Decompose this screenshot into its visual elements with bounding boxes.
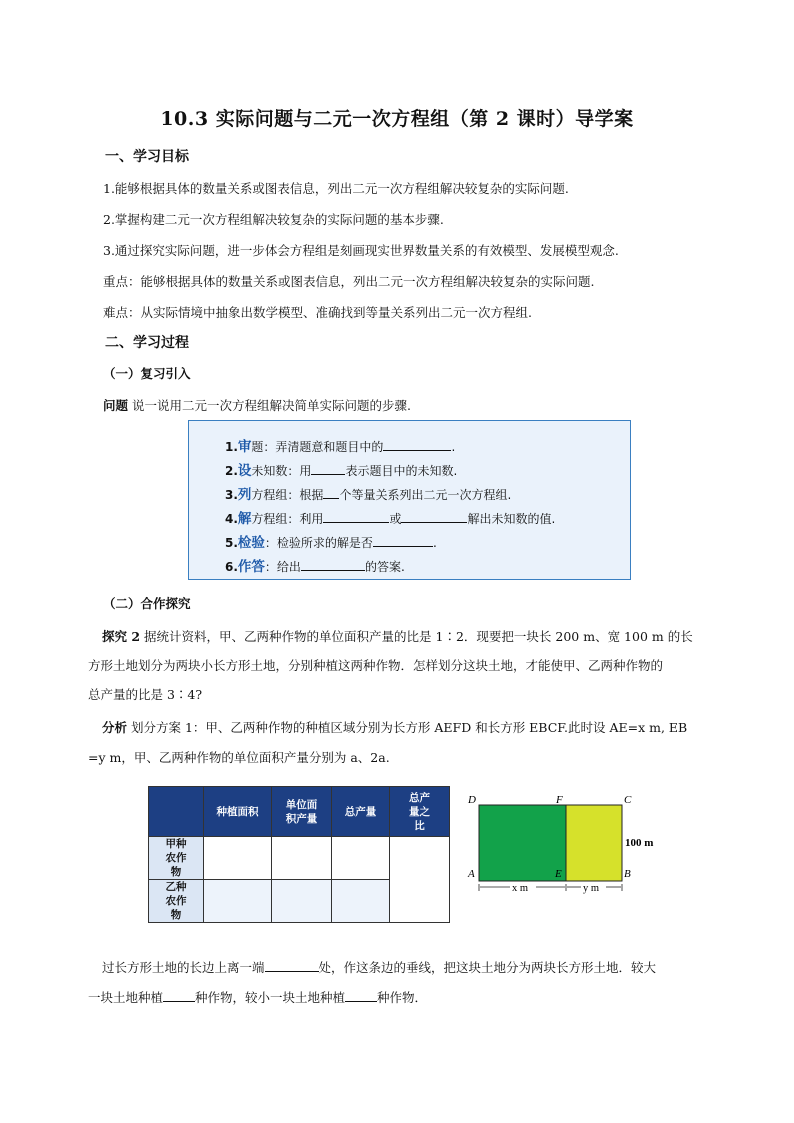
table-header-ratio: 总产量之比: [390, 787, 450, 837]
answer-blank[interactable]: [323, 486, 339, 499]
section-heading-goals: 一、学习目标: [105, 149, 189, 165]
vertex-label-a: A: [468, 868, 475, 880]
question-text: 说一说用二元一次方程组解决简单实际问题的步骤.: [128, 398, 411, 413]
review-step-2: 2.设未知数：用 表示题目中的未知数.: [225, 463, 458, 479]
land-division-diagram: [464, 790, 674, 900]
analysis-line-2: =y m，甲、乙两种作物的单位面积产量分别为 a、2a.: [88, 750, 390, 765]
answer-blank[interactable]: [163, 989, 195, 1002]
vertex-label-c: C: [624, 794, 632, 806]
table-header-total: 总产量: [332, 787, 390, 837]
table-cell[interactable]: [204, 880, 272, 923]
table-header-empty: [149, 787, 204, 837]
difficult-point: 难点：从实际情境中抽象出数学模型、准确找到等量关系列出二元一次方程组.: [103, 305, 532, 320]
fill-line-1: 过长方形土地的长边上离一端 处，作这条边的垂线，把这块土地分为两块长方形土地．较大: [102, 960, 657, 975]
question-label: 问题: [103, 398, 129, 413]
answer-blank[interactable]: [345, 989, 377, 1002]
table-cell-ratio[interactable]: [390, 837, 450, 923]
vertex-label-e: E: [555, 868, 562, 880]
x-length-label: x m: [512, 883, 529, 894]
table-cell[interactable]: [272, 837, 332, 880]
vertex-label-d: D: [468, 794, 476, 806]
vertex-label-b: B: [624, 868, 631, 880]
goal-1: 1.能够根据具体的数量关系或图表信息，列出二元一次方程组解决较复杂的实际问题.: [103, 181, 569, 196]
answer-blank[interactable]: [265, 959, 319, 972]
table-header-area: 种植面积: [204, 787, 272, 837]
explore-line-1: 探究 2 据统计资料，甲、乙两种作物的单位面积产量的比是 1∶2．现要把一块长 200 m、宽 100 m 的长: [102, 629, 693, 644]
sub-heading-explore: （二）合作探究: [103, 596, 191, 611]
table-cell[interactable]: [272, 880, 332, 923]
explore-label: 探究 2: [102, 629, 141, 644]
goal-2: 2.掌握构建二元一次方程组解决较复杂的实际问题的基本步骤.: [103, 212, 444, 227]
goal-3: 3.通过探究实际问题，进一步体会方程组是刻画现实世界数量关系的有效模型、发展模型观念.: [103, 243, 619, 258]
fill-line-2: 一块土地种植 种作物，较小一块土地种植 种作物．: [88, 990, 428, 1005]
review-step-6: 6.作答：给出 的答案.: [225, 559, 405, 575]
review-steps-box: [188, 420, 631, 580]
review-step-4: 4.解方程组：利用 或 解出未知数的值.: [225, 511, 556, 527]
answer-blank[interactable]: [301, 558, 365, 571]
explore-line-2: 方形土地划分为两块小长方形土地，分别种植这两种作物．怎样划分这块土地，才能使甲、乙两种作物的: [88, 658, 664, 673]
crop-b-region: [566, 805, 622, 881]
table-cell[interactable]: [332, 880, 390, 923]
crop-a-region: [479, 805, 566, 881]
vertex-label-f: F: [556, 794, 563, 806]
width-label: 100 m: [625, 837, 654, 849]
key-point: 重点：能够根据具体的数量关系或图表信息，列出二元一次方程组解决较复杂的实际问题.: [103, 274, 595, 289]
answer-blank[interactable]: [323, 510, 389, 523]
table-cell[interactable]: [332, 837, 390, 880]
question-line: [103, 396, 411, 414]
yield-table: [148, 786, 450, 923]
table-row-label-crop-b: 乙种农作物: [149, 880, 204, 923]
section-heading-process: 二、学习过程: [105, 335, 189, 351]
answer-blank[interactable]: [401, 510, 467, 523]
page-title: 10.3 实际问题与二元一次方程组（第 2 课时）导学案: [160, 108, 634, 130]
y-length-label: y m: [583, 883, 600, 894]
table-header-unit-yield: 单位面积产量: [272, 787, 332, 837]
review-step-3: 3.列方程组：根据 个等量关系列出二元一次方程组.: [225, 487, 512, 503]
review-step-1: 1.审题：弄清题意和题目中的 .: [225, 439, 456, 455]
analysis-line-1: 分析 划分方案 1：甲、乙两种作物的种植区域分别为长方形 AEFD 和长方形 EBCF.此时设 AE=x m, EB: [102, 720, 688, 735]
explore-line-3: 总产量的比是 3∶4?: [88, 687, 203, 702]
answer-blank[interactable]: [311, 462, 345, 475]
table-row-label-crop-a: 甲种农作物: [149, 837, 204, 880]
table-cell[interactable]: [204, 837, 272, 880]
analysis-label: 分析: [102, 720, 128, 735]
review-step-5: 5.检验：检验所求的解是否 .: [225, 535, 437, 551]
answer-blank[interactable]: [373, 534, 433, 547]
answer-blank[interactable]: [383, 438, 451, 451]
sub-heading-review: （一）复习引入: [103, 366, 191, 381]
